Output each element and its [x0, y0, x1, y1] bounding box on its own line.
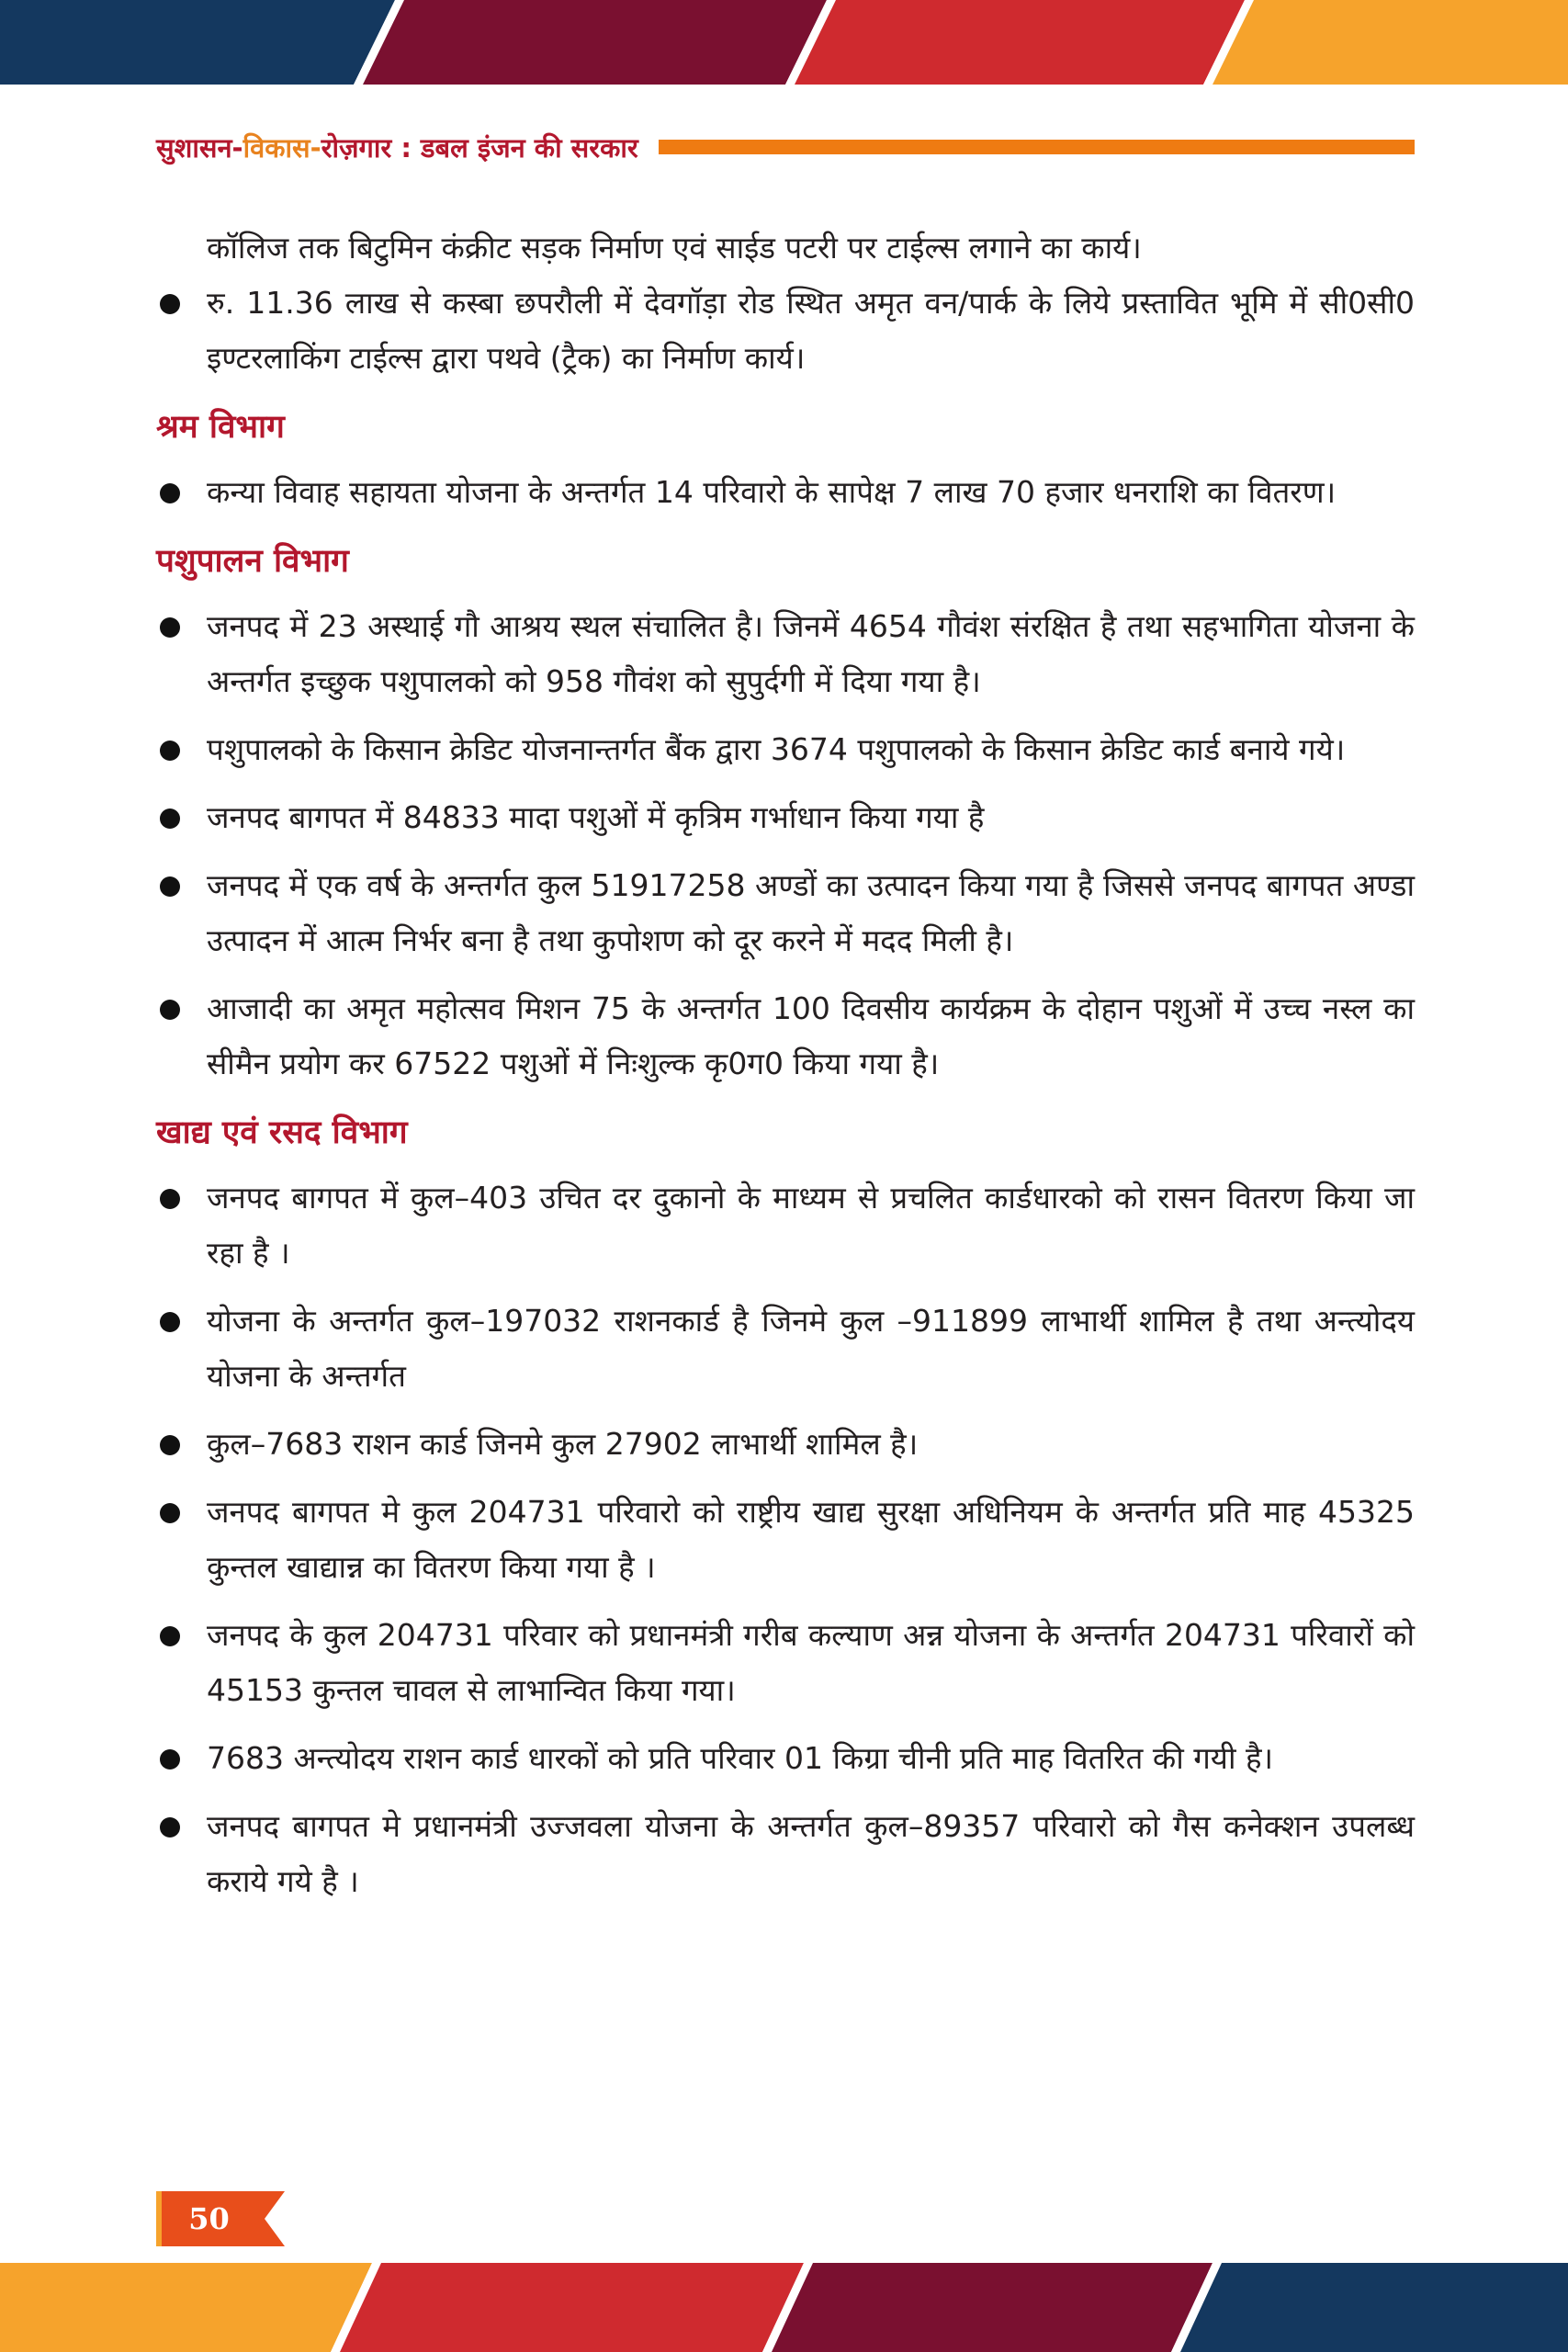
bullet-icon	[160, 1817, 180, 1838]
header-title-part-2: विकास-	[243, 131, 321, 164]
list-item	[156, 599, 1415, 709]
page-number-badge	[156, 2191, 285, 2246]
list-item	[156, 1417, 1415, 1472]
bullet-icon	[160, 1312, 180, 1332]
page-header	[156, 129, 1415, 165]
bullet-icon	[160, 294, 180, 314]
list-item	[156, 1170, 1415, 1281]
header-rule	[659, 140, 1415, 154]
bullet-icon	[160, 1189, 180, 1209]
list-item-text: पशुपालको के किसान क्रेडिट योजनान्तर्गत बैंक द्वारा 3674 पशुपालको के किसान क्रेडिट कार्ड बनाये गये।	[207, 731, 1346, 767]
bullet-icon	[160, 1503, 180, 1523]
list-item-text: रु. 11.36 लाख से कस्बा छपरौली में देवगॉड़ा रोड स्थित अमृत वन/पार्क के लिये प्रस्तावित भूमि में सी0सी0 इण्टरलाकिंग टाईल्स द्वारा पथवे (ट्रैक) का निर्माण कार्य।	[207, 285, 1415, 376]
food-supply-bullet-list	[156, 1170, 1415, 1909]
bullet-icon	[160, 876, 180, 897]
bullet-icon	[160, 617, 180, 638]
list-item	[156, 1485, 1415, 1595]
list-item-text: जनपद बागपत मे प्रधानमंत्री उज्जवला योजना के अन्तर्गत कुल–89357 परिवारो को गैस कनेक्शन उपलब्ध कराये गये है ।	[207, 1808, 1415, 1899]
intro-bullet-list	[156, 276, 1415, 386]
list-item	[156, 1799, 1415, 1909]
bullet-icon	[160, 1000, 180, 1020]
section-title-labour: श्रम विभाग	[156, 408, 285, 446]
list-item-text: कन्या विवाह सहायता योजना के अन्तर्गत 14 परिवारो के सापेक्ष 7 लाख 70 हजार धनराशि का वितरण।	[207, 474, 1337, 510]
list-item	[156, 465, 1415, 520]
list-item	[156, 790, 1415, 845]
list-item	[156, 858, 1415, 968]
list-item-text: जनपद में 23 अस्थाई गौ आश्रय स्थल संचालित है। जिनमें 4654 गौवंश संरक्षित है तथा सहभागिता योजना के अन्तर्गत इच्छुक पशुपालको को 958 गौवंश को सुपुर्दगी में दिया गया है।	[207, 608, 1415, 699]
list-item-text: योजना के अन्तर्गत कुल–197032 राशनकार्ड है जिनमे कुल –911899 लाभार्थी शामिल है तथा अन्त्योदय योजना के अन्तर्गत	[207, 1303, 1415, 1394]
bottom-decorative-band	[0, 2263, 1568, 2352]
continued-text: कॉलिज तक बिटुमिन कंक्रीट सड़क निर्माण एवं साईड पटरी पर टाईल्स लगाने का कार्य।	[207, 230, 1142, 266]
list-item	[156, 1294, 1415, 1404]
list-item-text: आजादी का अमृत महोत्सव मिशन 75 के अन्तर्गत 100 दिवसीय कार्यक्रम के दोहान पशुओं में उच्च नस्ल का सीमैन प्रयोग कर 67522 पशुओं में निःशुल्क कृ0ग0 किया गया है।	[207, 990, 1415, 1081]
list-item-text: जनपद के कुल 204731 परिवार को प्रधानमंत्री गरीब कल्याण अन्न योजना के अन्तर्गत 204731 परिवारों को 45153 कुन्तल चावल से लाभान्वित किया गया।	[207, 1617, 1415, 1708]
animal-husbandry-bullet-list	[156, 599, 1415, 1091]
header-title	[156, 130, 638, 165]
labour-bullet-list	[156, 465, 1415, 520]
bullet-icon	[160, 1749, 180, 1770]
list-item	[156, 981, 1415, 1091]
header-title-part-3: रोज़गार : डबल इंजन की सरकार	[321, 131, 638, 164]
list-item	[156, 722, 1415, 777]
list-item-text: जनपद बागपत मे कुल 204731 परिवारो को राष्ट्रीय खाद्य सुरक्षा अधिनियम के अन्तर्गत प्रति माह 45325 कुन्तल खाद्यान्न का वितरण किया गया है ।	[207, 1494, 1415, 1585]
page-content	[156, 220, 1415, 1922]
page-number: 50	[188, 2201, 230, 2236]
bullet-icon	[160, 483, 180, 503]
list-item-text: कुल–7683 राशन कार्ड जिनमे कुल 27902 लाभार्थी शामिल है।	[207, 1426, 919, 1462]
top-decorative-band	[0, 0, 1568, 85]
bullet-icon	[160, 1435, 180, 1455]
bullet-icon	[160, 808, 180, 829]
section-title-food-supply: खाद्य एवं रसद विभाग	[156, 1114, 408, 1151]
list-item	[156, 276, 1415, 386]
bullet-icon	[160, 1626, 180, 1646]
list-item-text: जनपद बागपत में 84833 मादा पशुओं में कृत्रिम गर्भाधान किया गया है	[207, 799, 985, 835]
list-item-text: जनपद में एक वर्ष के अन्तर्गत कुल 51917258 अण्डों का उत्पादन किया गया है जिससे जनपद बागपत अण्डा उत्पादन में आत्म निर्भर बना है तथा कुपोशण को दूर करने में मदद मिली है।	[207, 867, 1415, 958]
list-item-text: जनपद बागपत में कुल–403 उचित दर दुकानो के माध्यम से प्रचलित कार्डधारको को रासन वितरण किया जा रहा है ।	[207, 1180, 1415, 1271]
bullet-icon	[160, 741, 180, 761]
header-title-part-1: सुशासन-	[156, 131, 243, 164]
section-title-animal-husbandry: पशुपालन विभाग	[156, 542, 349, 580]
list-item	[156, 1731, 1415, 1786]
list-item	[156, 1608, 1415, 1718]
list-item-text: 7683 अन्त्योदय राशन कार्ड धारकों को प्रति परिवार 01 किग्रा चीनी प्रति माह वितरित की गयी है।	[207, 1740, 1274, 1776]
